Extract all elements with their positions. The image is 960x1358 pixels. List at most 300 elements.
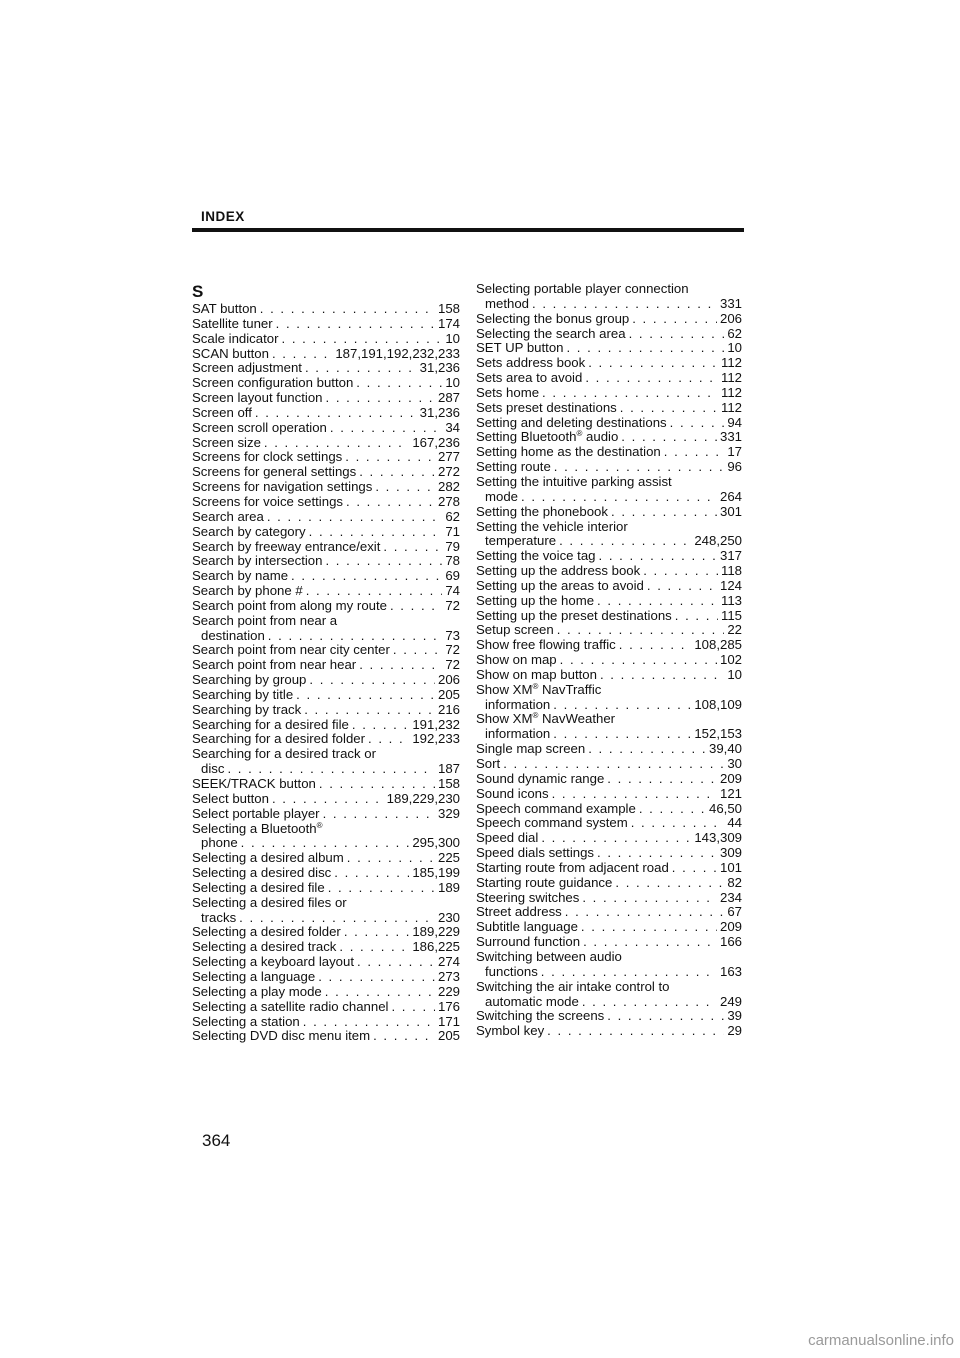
index-entry <box>476 846 742 861</box>
dot-leader <box>566 341 724 356</box>
dot-leader <box>632 312 717 327</box>
entry-term <box>476 609 672 624</box>
entry-term-text: temperature <box>485 533 557 549</box>
entry-term-text: Search point from along my route <box>192 597 387 613</box>
entry-row <box>476 668 742 683</box>
index-entry <box>476 371 742 386</box>
entry-page-ref: 216 <box>437 701 460 717</box>
entry-term-text: Selecting a desired disc <box>192 865 332 881</box>
index-entry <box>192 955 460 970</box>
index-entry <box>192 554 460 569</box>
entry-heading-text: Searching for a desired track or <box>192 746 376 762</box>
index-entry <box>192 406 460 421</box>
entry-term <box>192 361 302 376</box>
index-entry <box>476 549 742 564</box>
entry-page-ref: 72 <box>445 642 460 658</box>
index-entry <box>476 445 742 460</box>
entry-term-text: Screen configuration button <box>192 375 354 391</box>
entry-page-ref: 96 <box>727 459 742 475</box>
index-entry <box>476 416 742 431</box>
dot-leader <box>664 445 725 460</box>
entry-term-text: Scale indicator <box>192 330 279 346</box>
entry-row <box>476 297 742 312</box>
registered-mark: ® <box>532 681 539 691</box>
index-entry <box>476 1024 742 1039</box>
entry-term-text: Switching the screens <box>476 1008 605 1024</box>
index-entry <box>476 653 742 668</box>
entry-heading-line <box>192 822 460 837</box>
entry-term-text: Search by category <box>192 523 306 539</box>
entry-term-text: Screens for clock settings <box>192 449 343 465</box>
entry-term <box>192 940 336 955</box>
dot-leader <box>675 609 718 624</box>
entry-term <box>476 787 549 802</box>
entry-row <box>192 332 460 347</box>
entry-term-text: Setting up the home <box>476 592 595 608</box>
entry-term <box>476 772 604 787</box>
entry-page-ref: 158 <box>437 776 460 791</box>
entry-page-ref: 34 <box>445 419 460 435</box>
entry-row <box>192 851 460 866</box>
entry-term <box>485 534 556 549</box>
entry-term-text: Sets address book <box>476 355 586 371</box>
entry-page-ref: 101 <box>719 859 742 875</box>
index-entry <box>192 584 460 599</box>
dot-leader <box>581 920 717 935</box>
dot-leader <box>583 935 717 950</box>
entry-term <box>201 836 238 851</box>
entry-row <box>192 629 460 644</box>
entry-term <box>192 792 269 807</box>
entry-term <box>485 727 550 742</box>
index-entry <box>192 525 460 540</box>
entry-term <box>476 831 538 846</box>
entry-row <box>192 361 460 376</box>
entry-row <box>192 718 460 733</box>
dot-leader <box>359 658 442 673</box>
entry-page-ref: 282 <box>437 479 460 495</box>
dot-leader <box>597 594 718 609</box>
entry-term <box>192 688 293 703</box>
entry-page-ref: 225 <box>437 850 460 866</box>
entry-heading-text: Selecting portable player connection <box>476 281 689 296</box>
entry-page-ref: 205 <box>437 686 460 702</box>
entry-term-text: Symbol key <box>476 1023 545 1039</box>
entry-row <box>476 505 742 520</box>
index-entry <box>192 747 460 777</box>
entry-term-text: Setting Bluetooth <box>476 429 577 445</box>
entry-term-text: Searching for a desired file <box>192 716 349 732</box>
entry-term-text: Selecting a desired track <box>192 939 337 955</box>
entry-row <box>476 460 742 475</box>
entry-page-ref: 189 <box>437 879 460 895</box>
entry-term-text: Screen adjustment <box>192 360 302 376</box>
entry-term <box>192 732 365 747</box>
registered-mark: ® <box>576 429 583 439</box>
entry-page-ref: 17 <box>727 444 742 460</box>
entry-row <box>192 777 460 792</box>
entry-page-ref: 295,300 <box>412 835 460 851</box>
entry-term <box>476 505 608 520</box>
entry-page-ref: 189,229,230 <box>386 790 460 806</box>
entry-term <box>476 594 594 609</box>
dot-leader <box>330 421 442 436</box>
entry-term <box>476 1024 544 1039</box>
entry-page-ref: 31,236 <box>419 404 460 420</box>
entry-term-text: Surround function <box>476 934 581 950</box>
entry-term-text: Search by freeway entrance/exit <box>192 538 381 554</box>
entry-term-text: Select button <box>192 790 269 806</box>
entry-term-text: Selecting the search area <box>476 325 626 341</box>
entry-row <box>476 757 742 772</box>
entry-page-ref: 78 <box>445 553 460 569</box>
entry-row <box>476 653 742 668</box>
entry-row <box>192 807 460 822</box>
index-entry <box>476 802 742 817</box>
entry-term-text: Search by intersection <box>192 553 323 569</box>
index-entry <box>476 668 742 683</box>
entry-row <box>192 317 460 332</box>
entry-page-ref: 102 <box>719 652 742 668</box>
entry-page-ref: 174 <box>437 315 460 331</box>
entry-term-text: Searching by title <box>192 686 294 702</box>
entry-page-ref: 264 <box>719 488 742 504</box>
entry-term-text: Selecting a desired folder <box>192 924 341 940</box>
dot-leader <box>597 846 717 861</box>
entry-page-ref: 62 <box>445 508 460 524</box>
index-entry <box>192 881 460 896</box>
index-entry <box>476 579 742 594</box>
entry-term-text: Searching by group <box>192 672 307 688</box>
entry-term <box>476 341 563 356</box>
dot-leader <box>611 505 717 520</box>
dot-leader <box>391 1000 435 1015</box>
entry-page-ref: 331 <box>719 429 742 445</box>
entry-row <box>476 430 742 445</box>
entry-term-text: Speed dial <box>476 830 539 846</box>
entry-term <box>476 356 585 371</box>
entry-page-ref: 187 <box>437 761 460 777</box>
entry-page-ref: 186,225 <box>412 939 460 955</box>
index-entry <box>192 688 460 703</box>
entry-page-ref: 72 <box>445 597 460 613</box>
dot-leader <box>585 371 718 386</box>
entry-page-ref: 74 <box>445 583 460 599</box>
dot-leader <box>346 495 435 510</box>
dot-leader <box>588 742 706 757</box>
entry-term-text: SAT button <box>192 301 257 316</box>
entry-term-text: Sets home <box>476 384 540 400</box>
index-entry <box>476 1009 742 1024</box>
entry-term <box>192 1029 370 1044</box>
entry-row <box>476 876 742 891</box>
dot-leader <box>554 460 725 475</box>
dot-leader <box>323 807 435 822</box>
index-entry <box>476 757 742 772</box>
entry-term <box>476 549 596 564</box>
dot-leader <box>631 816 725 831</box>
entry-row <box>476 312 742 327</box>
dot-leader <box>357 955 435 970</box>
entry-row <box>192 688 460 703</box>
entry-term <box>192 1000 388 1015</box>
entry-page-ref: 108,109 <box>694 696 742 712</box>
entry-term-text: Setting and deleting destinations <box>476 414 667 430</box>
entry-heading-text: Show XM <box>476 681 533 697</box>
index-entry <box>192 465 460 480</box>
index-entry <box>192 317 460 332</box>
entry-term <box>476 668 597 683</box>
entry-term <box>192 436 261 451</box>
entry-term-text: Show on map <box>476 652 557 668</box>
entry-term <box>476 876 612 891</box>
index-entry <box>192 718 460 733</box>
entry-row <box>192 540 460 555</box>
index-entry <box>192 807 460 822</box>
entry-page-ref: 287 <box>437 390 460 406</box>
entry-page-ref: 10 <box>445 375 460 391</box>
dot-leader <box>503 757 724 772</box>
entry-term-text: Starting route from adjacent road <box>476 859 669 875</box>
entry-term-text: Screen layout function <box>192 390 323 406</box>
entry-term <box>192 450 342 465</box>
entry-term-text: Setting up the areas to avoid <box>476 577 644 593</box>
entry-row <box>192 1029 460 1044</box>
entry-term-text: Select portable player <box>192 805 320 821</box>
dot-leader <box>334 866 409 881</box>
entry-row <box>192 881 460 896</box>
entry-row <box>192 465 460 480</box>
dot-leader <box>339 940 409 955</box>
entry-row <box>476 549 742 564</box>
entry-term <box>192 495 343 510</box>
entry-heading-line <box>476 282 742 297</box>
index-entry <box>192 436 460 451</box>
entry-row <box>476 564 742 579</box>
dot-leader <box>559 534 691 549</box>
entry-page-ref: 230 <box>437 909 460 925</box>
entry-page-ref: 112 <box>720 355 742 371</box>
entry-row <box>476 905 742 920</box>
entry-row <box>192 955 460 970</box>
entry-term <box>476 816 628 831</box>
entry-row <box>476 1009 742 1024</box>
entry-row <box>192 480 460 495</box>
index-entry <box>192 703 460 718</box>
entry-page-ref: 206 <box>437 672 460 688</box>
entry-heading-text: Selecting a desired files or <box>192 894 347 910</box>
entry-page-ref: 274 <box>437 954 460 970</box>
entry-page-ref: 73 <box>445 627 460 643</box>
index-entry <box>476 327 742 342</box>
entry-row <box>192 1015 460 1030</box>
entry-row <box>192 406 460 421</box>
entry-term-text: Selecting DVD disc menu item <box>192 1028 371 1044</box>
index-entry <box>476 861 742 876</box>
dot-leader <box>368 732 409 747</box>
dot-leader <box>344 925 410 940</box>
page-number: 364 <box>202 1131 231 1150</box>
entry-term <box>192 658 356 673</box>
index-entry <box>476 712 742 742</box>
index-entry <box>476 772 742 787</box>
dot-leader <box>268 629 443 644</box>
dot-leader <box>553 698 691 713</box>
entry-row <box>476 772 742 787</box>
entry-page-ref: 248,250 <box>694 533 742 549</box>
entry-row <box>476 742 742 757</box>
index-entry <box>476 505 742 520</box>
entry-row <box>192 495 460 510</box>
index-entry <box>476 980 742 1010</box>
entry-page-ref: 10 <box>727 340 742 356</box>
entry-term-text: functions <box>485 963 538 979</box>
dot-leader <box>319 777 435 792</box>
entry-heading-line <box>476 950 742 965</box>
entry-row <box>476 623 742 638</box>
entry-page-ref: 31,236 <box>419 360 460 376</box>
dot-leader <box>647 579 717 594</box>
entry-term <box>192 866 331 881</box>
entry-page-ref: 278 <box>437 493 460 509</box>
dot-leader <box>615 876 724 891</box>
entry-term <box>192 807 320 822</box>
entry-row <box>476 802 742 817</box>
dot-leader <box>325 554 442 569</box>
entry-row <box>192 525 460 540</box>
entry-row <box>476 341 742 356</box>
index-entry <box>476 475 742 505</box>
entry-row <box>476 698 742 713</box>
entry-page-ref: 10 <box>445 330 460 346</box>
entry-term <box>192 391 323 406</box>
entry-term-text: Screen size <box>192 434 261 450</box>
entry-term-text: Selecting the bonus group <box>476 310 630 326</box>
entry-row <box>476 609 742 624</box>
entry-term <box>476 564 640 579</box>
entry-term-text: Setting the phonebook <box>476 503 608 519</box>
entry-page-ref: 118 <box>720 563 742 579</box>
entry-term <box>485 965 538 980</box>
index-entry <box>192 658 460 673</box>
entry-page-ref: 272 <box>437 464 460 480</box>
entry-term-text: Setting up the address book <box>476 563 641 579</box>
entry-term <box>192 985 322 1000</box>
dot-leader <box>582 995 717 1010</box>
entry-page-ref: 113 <box>720 592 742 608</box>
entry-page-ref: 115 <box>720 607 742 623</box>
entry-row <box>476 445 742 460</box>
dot-leader <box>375 480 435 495</box>
entry-term <box>476 905 562 920</box>
entry-term-text: Speech command example <box>476 800 636 816</box>
entry-page-ref: 329 <box>437 805 460 821</box>
entry-term-text: mode <box>485 488 518 504</box>
dot-leader <box>557 623 725 638</box>
dot-leader <box>542 386 718 401</box>
index-entry <box>476 876 742 891</box>
index-column-left <box>192 302 460 1044</box>
entry-page-ref: 301 <box>719 503 742 519</box>
entry-page-ref: 62 <box>727 325 742 341</box>
entry-term <box>192 881 325 896</box>
entry-page-ref: 10 <box>727 666 742 682</box>
index-entry <box>476 356 742 371</box>
entry-term-text: Starting route guidance <box>476 874 613 890</box>
index-entry <box>192 614 460 644</box>
entry-term <box>192 302 257 317</box>
entry-term-text: Searching by track <box>192 701 302 717</box>
dot-leader <box>643 564 718 579</box>
entry-heading-text: Setting the intuitive parking assist <box>476 473 672 489</box>
dot-leader <box>521 490 717 505</box>
entry-page-ref: 94 <box>727 414 742 430</box>
index-entry <box>192 1015 460 1030</box>
entry-page-ref: 79 <box>445 538 460 554</box>
entry-row <box>192 911 460 926</box>
dot-leader <box>532 297 717 312</box>
index-entry <box>192 599 460 614</box>
entry-term-text: Speech command system <box>476 815 628 831</box>
watermark: carmanualsonline.info <box>808 1332 954 1349</box>
entry-page-ref: 143,309 <box>694 830 742 846</box>
entry-term <box>476 757 500 772</box>
entry-row <box>192 391 460 406</box>
entry-page-ref: 30 <box>727 756 742 771</box>
entry-row <box>476 416 742 431</box>
dot-leader <box>352 718 409 733</box>
entry-term-text: Steering switches <box>476 889 580 905</box>
entry-term-text: Satellite tuner <box>192 315 273 331</box>
entry-term <box>192 569 288 584</box>
entry-page-ref: 176 <box>437 998 460 1014</box>
entry-heading-text: Show XM <box>476 711 533 727</box>
entry-term-text: phone <box>201 835 238 851</box>
index-entry <box>476 816 742 831</box>
entry-term <box>476 935 580 950</box>
dot-leader <box>607 772 717 787</box>
entry-term-text: SCAN button <box>192 345 269 361</box>
index-entry <box>476 564 742 579</box>
entry-row <box>192 703 460 718</box>
entry-term <box>476 891 579 906</box>
dot-leader <box>328 881 435 896</box>
entry-row <box>192 584 460 599</box>
entry-row <box>476 861 742 876</box>
entry-page-ref: 69 <box>445 568 460 584</box>
entry-term <box>485 995 579 1010</box>
index-entry <box>192 970 460 985</box>
entry-term <box>192 643 390 658</box>
entry-term <box>476 1009 604 1024</box>
index-entry <box>476 623 742 638</box>
index-entry <box>476 609 742 624</box>
dot-leader <box>672 861 717 876</box>
entry-term <box>476 416 667 431</box>
entry-row <box>192 347 460 362</box>
entry-heading-text: Selecting a Bluetooth <box>192 820 317 836</box>
index-entry <box>192 361 460 376</box>
index-entry <box>192 391 460 406</box>
entry-row <box>192 985 460 1000</box>
entry-page-ref: 67 <box>727 904 742 920</box>
entry-heading-text: Setting the vehicle interior <box>476 518 628 534</box>
entry-term <box>476 445 661 460</box>
entry-term-text: Screens for voice settings <box>192 493 343 509</box>
dot-leader <box>588 356 718 371</box>
dot-leader <box>547 1024 724 1039</box>
entry-term-text: SEEK/TRACK button <box>192 776 316 791</box>
